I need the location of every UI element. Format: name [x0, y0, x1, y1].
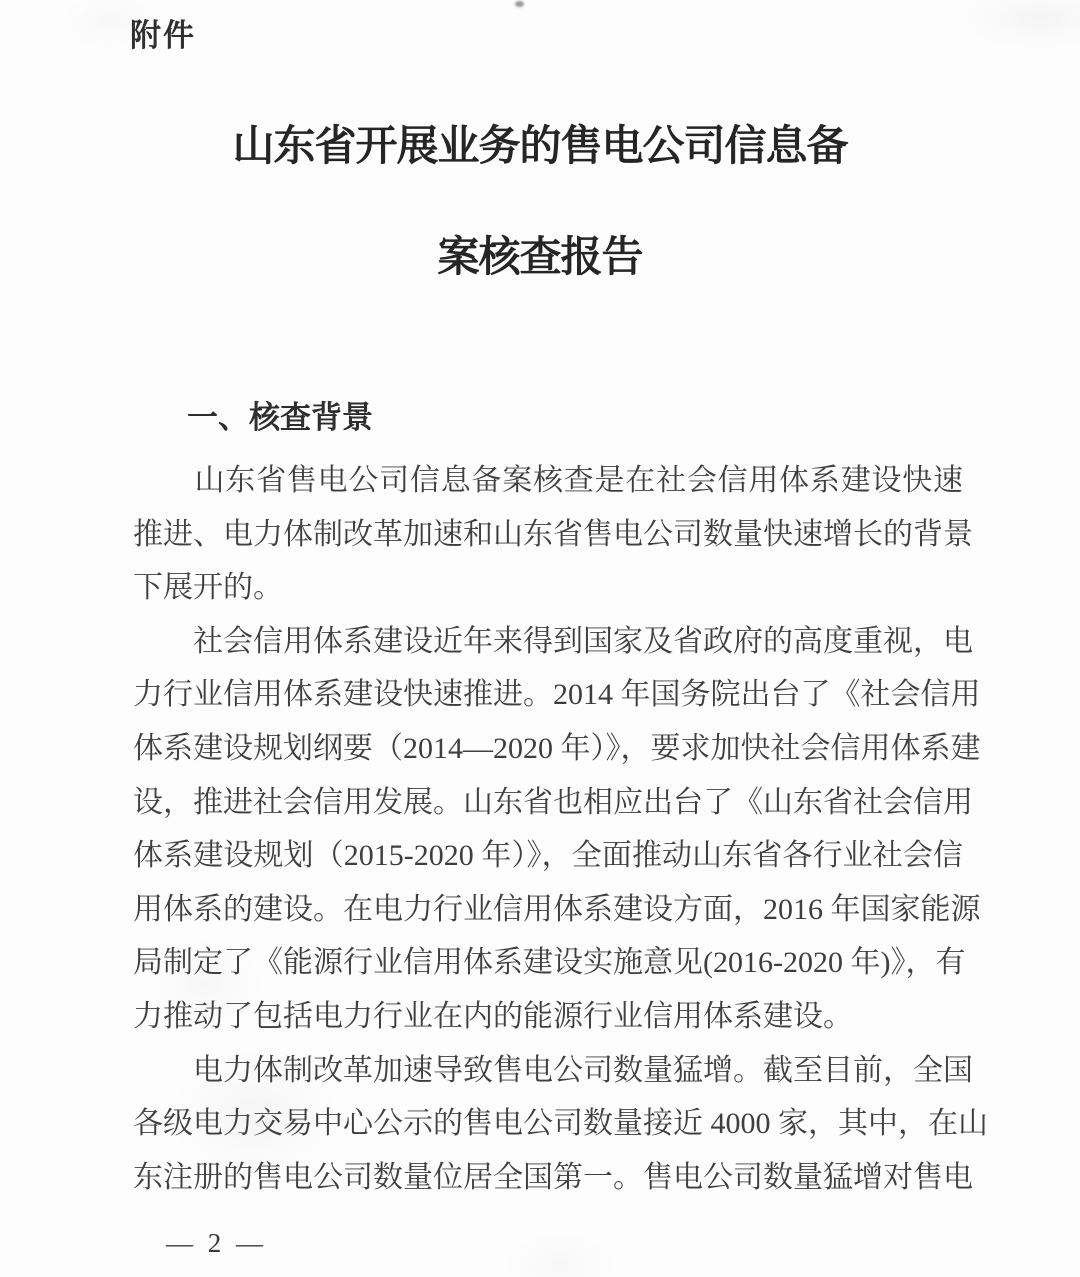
body-line: 社会信用体系建设近年来得到国家及省政府的高度重视，电 [133, 624, 973, 658]
body-line: 各级电力交易中心公示的售电公司数量接近 4000 家，其中，在山 [133, 1107, 988, 1141]
page-number: — 2 — [166, 1228, 267, 1258]
body-line: 设，推进社会信用发展。山东省也相应出台了《山东省社会信用 [133, 785, 973, 819]
body-line: 下展开的。 [133, 571, 283, 605]
body-line: 局制定了《能源行业信用体系建设实施意见(2016-2020 年)》，有 [133, 946, 966, 980]
scan-speck [515, 1, 524, 7]
body-line: 体系建设规划纲要（2014—2020 年）》，要求加快社会信用体系建 [133, 731, 981, 765]
report-title-line-2: 案核查报告 [437, 235, 643, 281]
body-line: 用体系的建设。在电力行业信用体系建设方面，2016 年国家能源 [133, 892, 981, 926]
attachment-label: 附件 [130, 18, 196, 53]
body-line: 东注册的售电公司数量位居全国第一。售电公司数量猛增对售电 [133, 1160, 973, 1194]
section-heading: 一、核查背景 [187, 400, 373, 435]
body-line: 山东省售电公司信息备案核查是在社会信用体系建设快速 [133, 464, 963, 497]
body-text [133, 454, 988, 1204]
report-title-line-1: 山东省开展业务的售电公司信息备 [232, 124, 848, 170]
body-line: 力行业信用体系建设快速推进。2014 年国务院出台了《社会信用 [133, 678, 981, 712]
body-line: 推进、电力体制改革加速和山东省售电公司数量快速增长的背景 [133, 517, 973, 551]
body-line: 体系建设规划（2015-2020 年）》，全面推动山东省各行业社会信 [133, 839, 963, 873]
body-line: 力推动了包括电力行业在内的能源行业信用体系建设。 [133, 999, 853, 1033]
body-line: 电力体制改革加速导致售电公司数量猛增。截至目前，全国 [133, 1053, 973, 1087]
